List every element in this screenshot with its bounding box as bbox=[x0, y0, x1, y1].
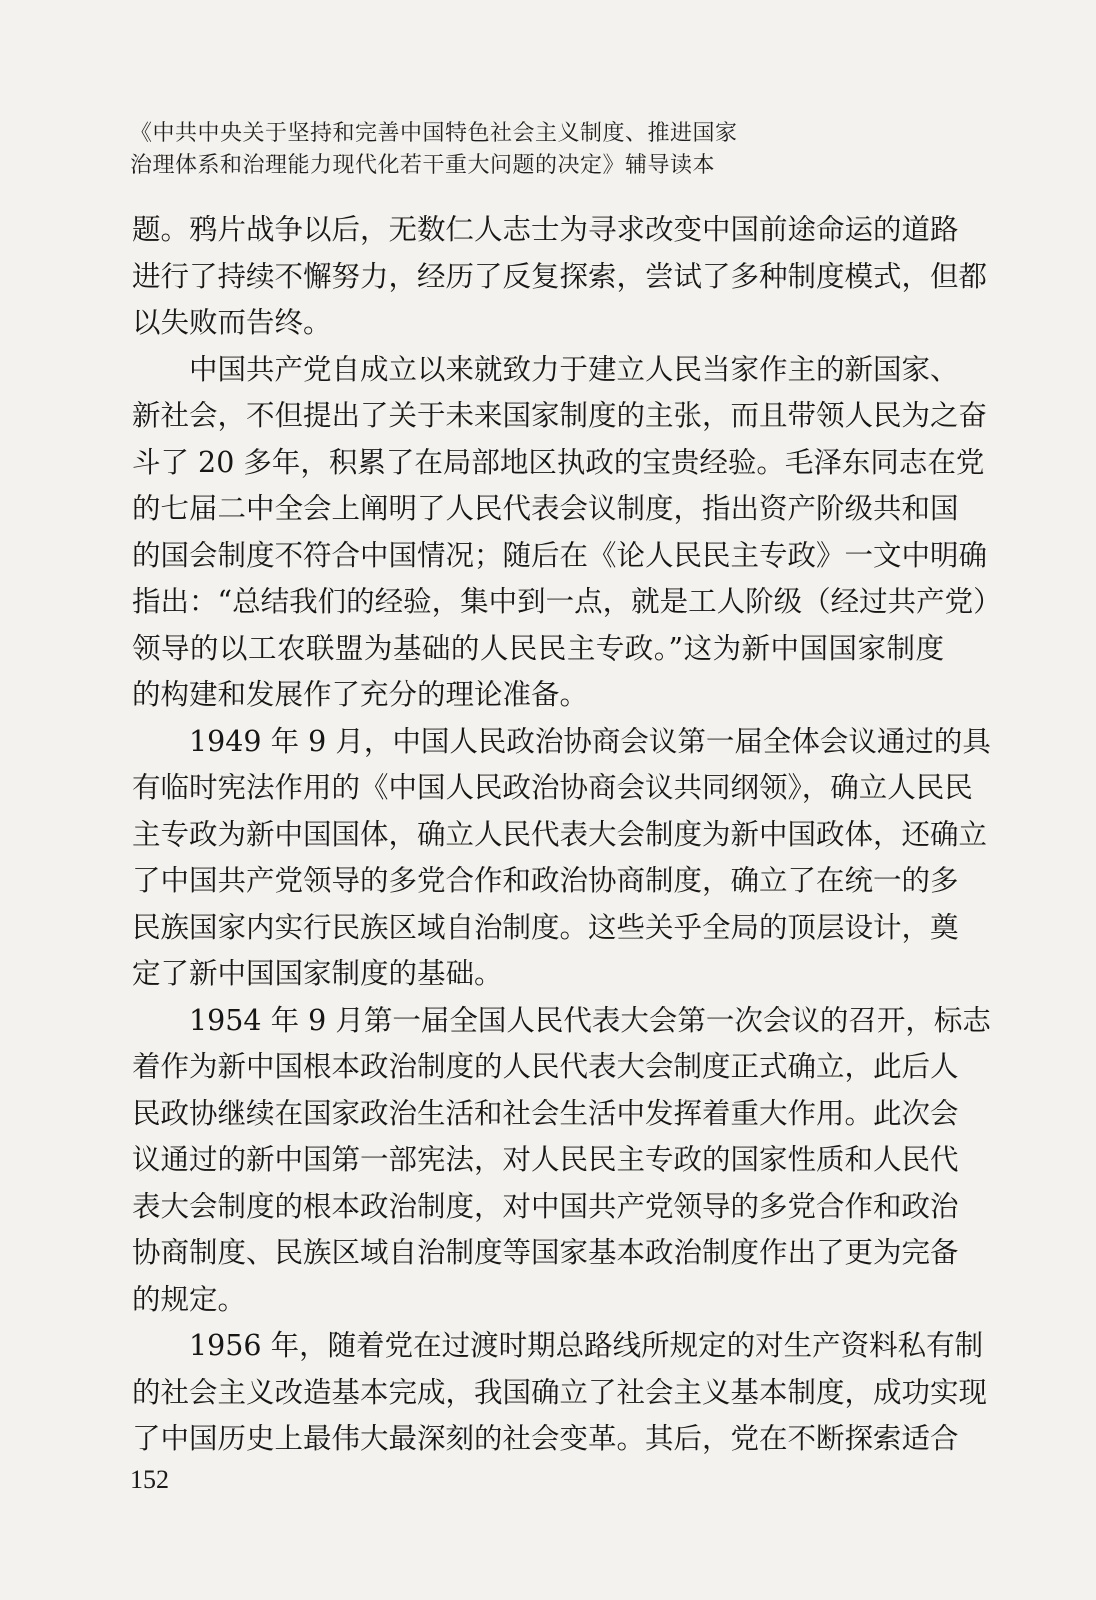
text-line: 了中国共产党领导的多党合作和政治协商制度，确立了在统一的多 bbox=[132, 864, 959, 897]
text-line: 领导的以工农联盟为基础的人民民主专政。”这为新中国国家制度 bbox=[132, 631, 944, 665]
text-line: 着作为新中国根本政治制度的人民代表大会制度正式确立，此后人 bbox=[132, 1050, 959, 1083]
text-line: 民政协继续在国家政治生活和社会生活中发挥着重大作用。此次会 bbox=[132, 1096, 959, 1130]
text-line: 的国会制度不符合中国情况；随后在《论人民民主专政》一文中明确 bbox=[132, 538, 988, 572]
text-line: 1954 年 9 月第一届全国人民代表大会第一次会议的召开，标志 bbox=[132, 1003, 991, 1037]
text-line: 的七届二中全会上阐明了人民代表会议制度，指出资产阶级共和国 bbox=[132, 492, 959, 525]
text-line: 的构建和发展作了充分的理论准备。 bbox=[132, 678, 589, 711]
text-line: 有临时宪法作用的《中国人民政治协商会议共同纲领》，确立人民民 bbox=[132, 771, 973, 804]
text-line: 主专政为新中国国体，确立人民代表大会制度为新中国政体，还确立 bbox=[132, 817, 988, 851]
text-line: 斗了 20 多年，积累了在局部地区执政的宝贵经验。毛泽东同志在党 bbox=[132, 445, 985, 479]
text-line: 议通过的新中国第一部宪法，对人民民主专政的国家性质和人民代 bbox=[132, 1143, 959, 1176]
body-text bbox=[132, 207, 1002, 1463]
text-line: 民族国家内实行民族区域自治制度。这些关乎全局的顶层设计，奠 bbox=[132, 910, 959, 944]
text-line: 定了新中国国家制度的基础。 bbox=[132, 957, 503, 990]
text-line: 新社会，不但提出了关于未来国家制度的主张，而且带领人民为之奋 bbox=[132, 399, 988, 432]
text-line: 指出：“总结我们的经验，集中到一点，就是工人阶级（经过共产党） bbox=[132, 585, 1002, 618]
text-line: 协商制度、民族区域自治制度等国家基本政治制度作出了更为完备 bbox=[132, 1236, 959, 1269]
text-line: 的规定。 bbox=[132, 1282, 247, 1316]
text-line: 题。鸦片战争以后，无数仁人志士为寻求改变中国前途命运的道路 bbox=[132, 213, 959, 246]
header-line-2: 治理体系和治理能力现代化若干重大问题的决定》辅导读本 bbox=[130, 153, 716, 178]
text-line: 1956 年，随着党在过渡时期总路线所规定的对生产资料私有制 bbox=[132, 1329, 984, 1362]
running-header bbox=[130, 118, 930, 182]
text-line: 中国共产党自成立以来就致力于建立人民当家作主的新国家、 bbox=[132, 352, 959, 386]
text-line: 了中国历史上最伟大最深刻的社会变革。其后，党在不断探索适合 bbox=[132, 1422, 959, 1455]
text-line: 表大会制度的根本政治制度，对中国共产党领导的多党合作和政治 bbox=[132, 1189, 959, 1223]
text-line: 的社会主义改造基本完成，我国确立了社会主义基本制度，成功实现 bbox=[132, 1375, 988, 1409]
text-line: 进行了持续不懈努力，经历了反复探索，尝试了多种制度模式，但都 bbox=[132, 259, 988, 293]
text-line: 以失败而告终。 bbox=[132, 306, 332, 339]
header-line-1: 《中共中央关于坚持和完善中国特色社会主义制度、推进国家 bbox=[130, 121, 738, 146]
text-line: 1949 年 9 月，中国人民政治协商会议第一届全体会议通过的具 bbox=[132, 724, 991, 758]
page-number: 152 bbox=[130, 1465, 169, 1494]
